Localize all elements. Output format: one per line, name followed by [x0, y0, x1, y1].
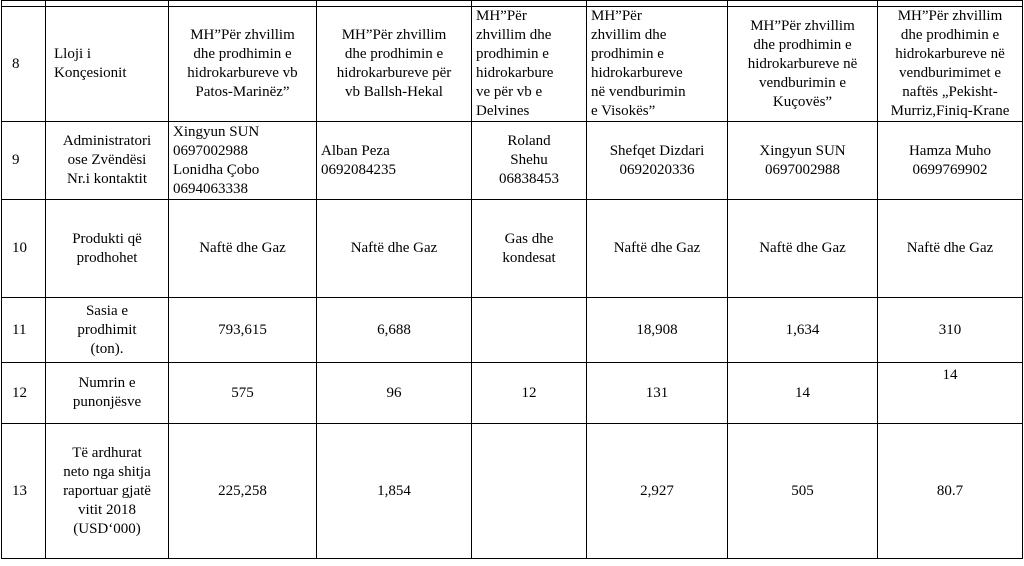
row-number: 8 — [2, 7, 46, 122]
table-cell: 14 — [728, 363, 878, 424]
table-cell: Roland Shehu 06838453 — [472, 122, 587, 200]
table-cell: 96 — [317, 363, 472, 424]
table-cell: 2,927 — [587, 424, 728, 559]
table-row-9 — [2, 122, 1023, 200]
row-label: Administratori ose Zvëndësi Nr.i kontaktit — [46, 122, 169, 200]
row-label: Sasia e prodhimit (ton). — [46, 298, 169, 363]
table-cell: MH”Për zhvillim dhe prodhimin e hidrokarbureve për vb Ballsh-Hekal — [317, 7, 472, 122]
table-cell: 1,854 — [317, 424, 472, 559]
concession-table — [1, 0, 1023, 559]
table-cell: Hamza Muho 0699769902 — [878, 122, 1023, 200]
table-cell: 6,688 — [317, 298, 472, 363]
table-row-13 — [2, 424, 1023, 559]
table-cell: Xingyun SUN 0697002988 — [728, 122, 878, 200]
table-row-8 — [2, 7, 1023, 122]
table-cell — [472, 298, 587, 363]
table-cell: Naftë dhe Gaz — [728, 200, 878, 298]
table-cell: 18,908 — [587, 298, 728, 363]
table-cell: 575 — [169, 363, 317, 424]
table-cell: 80.7 — [878, 424, 1023, 559]
row-label: Të ardhurat neto nga shitja raportuar gjatë vitit 2018 (USD‘000) — [46, 424, 169, 559]
table-cell: MH”Për zhvillim dhe prodhimin e hidrokarbure ve për vb e Delvines — [472, 7, 587, 122]
table-cell: 14 — [878, 363, 1023, 424]
table-cell: 225,258 — [169, 424, 317, 559]
row-number: 9 — [2, 122, 46, 200]
row-label: Lloji i Konçesionit — [46, 7, 169, 122]
row-number: 12 — [2, 363, 46, 424]
table-cell: 793,615 — [169, 298, 317, 363]
table-row-11 — [2, 298, 1023, 363]
table-cell: Xingyun SUN 0697002988 Lonidha Çobo 0694063338 — [169, 122, 317, 200]
table-cell — [472, 424, 587, 559]
table-cell: 131 — [587, 363, 728, 424]
table-cell: Naftë dhe Gaz — [317, 200, 472, 298]
table-cell: MH”Për zhvillim dhe prodhimin e hidrokarbureve vb Patos-Marinëz” — [169, 7, 317, 122]
table-cell: Shefqet Dizdari 0692020336 — [587, 122, 728, 200]
table-cell: Gas dhe kondesat — [472, 200, 587, 298]
table-cell: MH”Për zhvillim dhe prodhimin e hidrokarbureve në vendburimimet e naftës „Pekisht- Murriz,Finiq-Krane — [878, 7, 1023, 122]
table-row-12 — [2, 363, 1023, 424]
row-label: Produkti që prodhohet — [46, 200, 169, 298]
row-number: 11 — [2, 298, 46, 363]
table-cell: 310 — [878, 298, 1023, 363]
row-number: 13 — [2, 424, 46, 559]
table-cell: Naftë dhe Gaz — [169, 200, 317, 298]
row-label: Numrin e punonjësve — [46, 363, 169, 424]
table-cell: MH”Për zhvillim dhe prodhimin e hidrokarbureve në vendburimin e Visokës” — [587, 7, 728, 122]
table-cell: Alban Peza 0692084235 — [317, 122, 472, 200]
table-cell: 12 — [472, 363, 587, 424]
row-number: 10 — [2, 200, 46, 298]
table-cell: Naftë dhe Gaz — [878, 200, 1023, 298]
table-row-10 — [2, 200, 1023, 298]
table-cell: Naftë dhe Gaz — [587, 200, 728, 298]
table-cell: 1,634 — [728, 298, 878, 363]
table-cell: 505 — [728, 424, 878, 559]
table-cell: MH”Për zhvillim dhe prodhimin e hidrokarbureve në vendburimin e Kuçovës” — [728, 7, 878, 122]
